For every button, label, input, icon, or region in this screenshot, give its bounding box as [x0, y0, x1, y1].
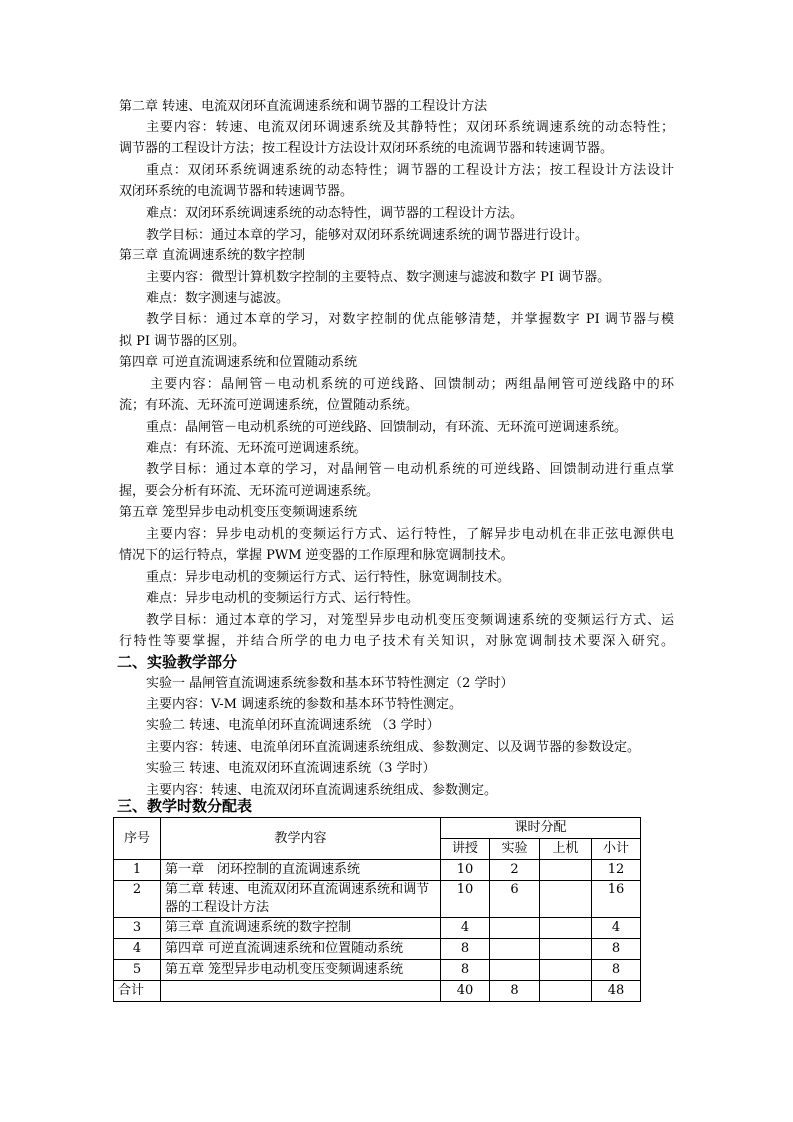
- cell-computer: [540, 981, 592, 1002]
- section-3-heading: 三、教学时数分配表: [117, 797, 253, 815]
- cell-total-label: 合计: [114, 981, 161, 1002]
- cell-no: 1: [114, 860, 161, 881]
- table-row: [114, 860, 641, 881]
- cell-lab: 2: [490, 860, 540, 881]
- paragraph-line: 重点：晶闸管－电动机系统的可逆线路、回馈制动，有环流、无环流可逆调速系统。: [146, 420, 628, 435]
- paragraph-line: 握，要会分析有环流、无环流可逆调速系统。: [119, 484, 380, 499]
- paragraph-line: 拟 PI 调节器的区别。: [119, 334, 246, 349]
- chapter-3-heading: 第三章 直流调速系统的数字控制: [119, 248, 306, 263]
- cell-lab: [490, 939, 540, 960]
- paragraph-line: 主要内容：晶闸管－电动机系统的可逆线路、回馈制动；两组晶闸管可逆线路中的环: [150, 377, 674, 392]
- paragraph-line: 情况下的运行特点，掌握 PWM 逆变器的工作原理和脉宽调制技术。: [119, 548, 514, 563]
- paragraph-line: 难点：有环流、无环流可逆调速系统。: [146, 441, 368, 456]
- cell-content: [161, 981, 441, 1002]
- table-row: [114, 918, 641, 939]
- paragraph-line: 教学目标：通过本章的学习，对晶闸管－电动机系统的可逆线路、回馈制动进行重点掌: [146, 462, 674, 477]
- paragraph-line: 教学目标：通过本章的学习，对数字控制的优点能够清楚，并掌握数字 PI 调节器与模: [146, 312, 674, 327]
- cell-content: 第四章 可逆直流调速系统和位置随动系统: [161, 939, 441, 960]
- experiment-line: 实验三 转速、电流双闭环直流调速系统（3 学时）: [146, 761, 436, 776]
- cell-content: 第五章 笼型异步电动机变压变频调速系统: [161, 960, 441, 981]
- header-content: 教学内容: [161, 818, 441, 860]
- cell-no: 2: [114, 881, 161, 918]
- cell-subtotal: 48: [592, 981, 641, 1002]
- paragraph-line: 行特性等要掌握，并结合所学的电力电子技术有关知识，对脉宽调制技术要深入研究。: [119, 634, 674, 649]
- chapter-2-heading: 第二章 转速、电流双闭环直流调速系统和调节器的工程设计方法: [119, 99, 488, 114]
- paragraph-line: 难点：双闭环系统调速系统的动态特性，调节器的工程设计方法。: [146, 206, 524, 221]
- cell-lab: 6: [490, 881, 540, 918]
- cell-computer: [540, 881, 592, 918]
- header-no: 序号: [114, 818, 161, 860]
- cell-lecture: 10: [441, 881, 490, 918]
- cell-lab: 8: [490, 981, 540, 1002]
- cell-lab: [490, 960, 540, 981]
- header-lab: 实验: [490, 839, 540, 860]
- paragraph-line: 教学目标：通过本章的学习，能够对双闭环系统调速系统的调节器进行设计。: [146, 228, 589, 243]
- cell-subtotal: 12: [592, 860, 641, 881]
- paragraph-line: 流；有环流、无环流可逆调速系统，位置随动系统。: [119, 398, 419, 413]
- table-row: [114, 881, 641, 918]
- chapter-4-heading: 第四章 可逆直流调速系统和位置随动系统: [119, 355, 358, 370]
- cell-computer: [540, 918, 592, 939]
- paragraph-line: 调节器的工程设计方法；按工程设计方法设计双闭环系统的电流调节器和转速调节器。: [119, 141, 614, 156]
- cell-subtotal: 8: [592, 939, 641, 960]
- table-total-row: [114, 981, 641, 1002]
- experiment-line: 实验一 晶闸管直流调速系统参数和基本环节特性测定（2 学时）: [146, 676, 514, 691]
- paragraph-line: 主要内容：异步电动机的变频运行方式、运行特性，了解异步电动机在非正弦电源供电: [146, 527, 674, 542]
- cell-subtotal: 8: [592, 960, 641, 981]
- cell-content: 第三章 直流调速系统的数字控制: [161, 918, 441, 939]
- experiment-line: 实验二 转速、电流单闭环直流调速系统 （3 学时）: [146, 718, 440, 733]
- cell-lecture: 4: [441, 918, 490, 939]
- cell-lab: [490, 918, 540, 939]
- paragraph-line: 重点：双闭环系统调速系统的动态特性；调节器的工程设计方法；按工程设计方法设计: [146, 163, 674, 178]
- cell-subtotal: 4: [592, 918, 641, 939]
- cell-subtotal: 16: [592, 881, 641, 918]
- cell-content: 第二章 转速、电流双闭环直流调速系统和调节器的工程设计方法: [161, 881, 441, 918]
- header-allocation: 课时分配: [441, 818, 641, 839]
- section-2-heading: 二、实验教学部分: [117, 653, 238, 671]
- paragraph-line: 教学目标：通过本章的学习，对笼型异步电动机变压变频调速系统的变频运行方式、运: [146, 613, 674, 628]
- table-header-row: [114, 818, 641, 839]
- chapter-5-heading: 第五章 笼型异步电动机变压变频调速系统: [119, 505, 358, 520]
- header-subtotal: 小计: [592, 839, 641, 860]
- paragraph-line: 重点：异步电动机的变频运行方式、运行特性，脉宽调制技术。: [146, 570, 511, 585]
- hours-allocation-table: [113, 817, 641, 1002]
- cell-no: 4: [114, 939, 161, 960]
- paragraph-line: 难点：异步电动机的变频运行方式、运行特性。: [146, 591, 420, 606]
- cell-no: 5: [114, 960, 161, 981]
- cell-computer: [540, 939, 592, 960]
- experiment-line: 主要内容：转速、电流单闭环直流调速系统组成、参数测定、以及调节器的参数设定。: [146, 740, 641, 755]
- paragraph-line: 主要内容：转速、电流双闭环调速系统及其静特性；双闭环系统调速系统的动态特性；: [146, 120, 674, 135]
- cell-lecture: 10: [441, 860, 490, 881]
- experiment-line: 主要内容：转速、电流双闭环直流调速系统组成、参数测定。: [146, 783, 498, 798]
- header-lecture: 讲授: [441, 839, 490, 860]
- cell-lecture: 8: [441, 939, 490, 960]
- table-row: [114, 939, 641, 960]
- cell-computer: [540, 860, 592, 881]
- table-row: [114, 960, 641, 981]
- cell-lecture: 8: [441, 960, 490, 981]
- cell-computer: [540, 960, 592, 981]
- cell-lecture: 40: [441, 981, 490, 1002]
- cell-no: 3: [114, 918, 161, 939]
- paragraph-line: 主要内容：微型计算机数字控制的主要特点、数字测速与滤波和数字 PI 调节器。: [146, 270, 611, 285]
- paragraph-line: 难点：数字测速与滤波。: [146, 291, 290, 306]
- cell-content: 第一章 闭环控制的直流调速系统: [161, 860, 441, 881]
- header-computer: 上机: [540, 839, 592, 860]
- experiment-line: 主要内容：V-M 调速系统的参数和基本环节特性测定。: [146, 697, 463, 712]
- paragraph-line: 双闭环系统的电流调节器和转速调节器。: [119, 184, 354, 199]
